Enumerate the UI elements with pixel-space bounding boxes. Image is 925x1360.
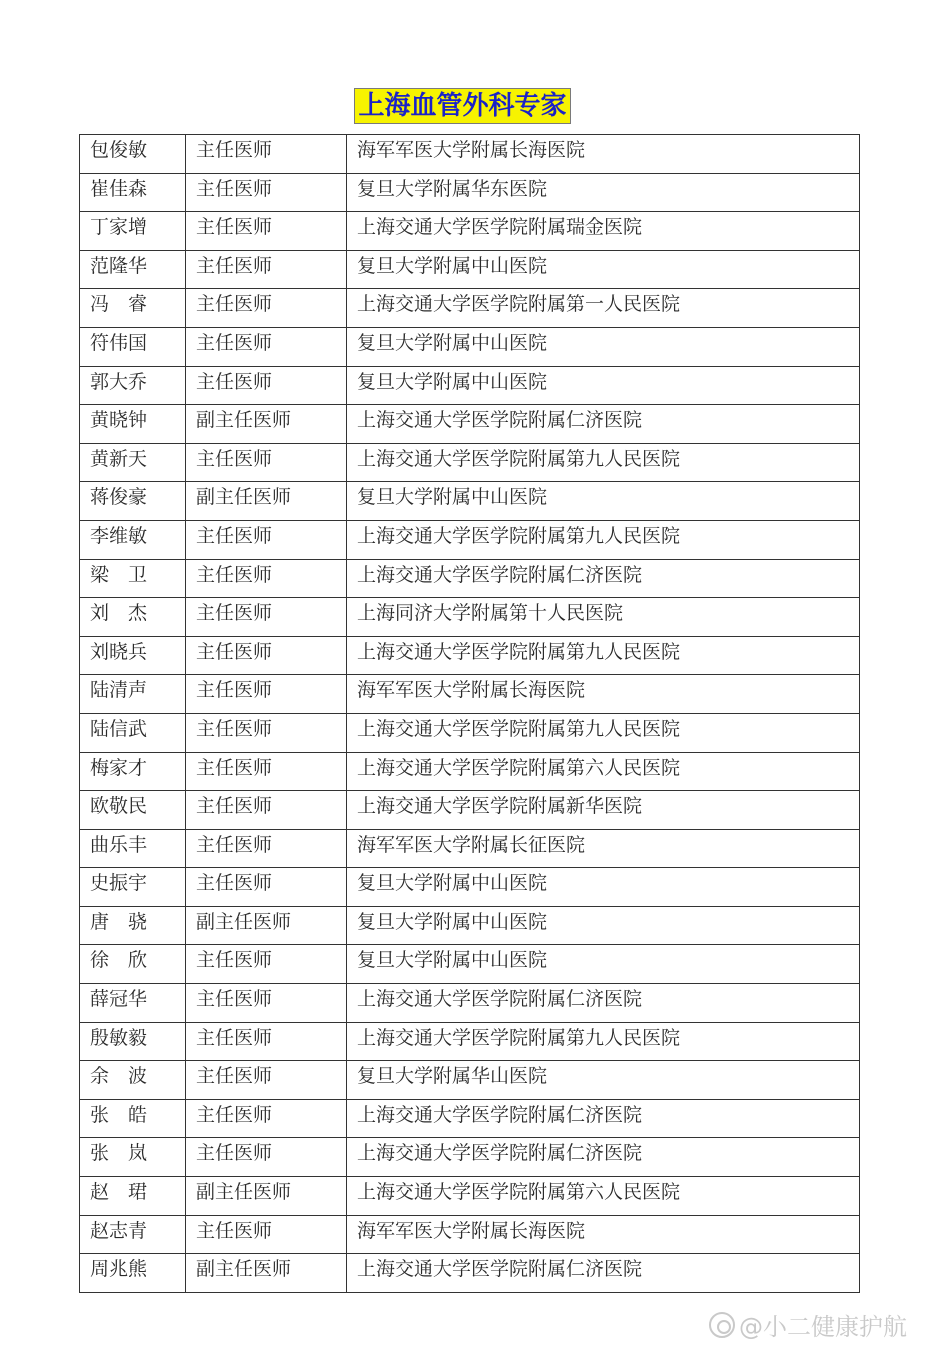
doctor-title-cell: 主任医师 xyxy=(186,1061,347,1100)
hospital-cell: 上海同济大学附属第十人民医院 xyxy=(347,598,860,637)
doctor-title-cell: 主任医师 xyxy=(186,1138,347,1177)
hospital-cell: 海军军医大学附属长海医院 xyxy=(347,135,860,174)
doctor-name-cell: 范隆华 xyxy=(80,250,186,289)
table-row xyxy=(80,520,860,559)
doctor-name-cell: 余 波 xyxy=(80,1061,186,1100)
doctor-title-cell: 主任医师 xyxy=(186,443,347,482)
table-row xyxy=(80,675,860,714)
table-row xyxy=(80,366,860,405)
doctor-title-cell: 副主任医师 xyxy=(186,482,347,521)
doctor-title-cell: 主任医师 xyxy=(186,829,347,868)
doctor-title-cell: 副主任医师 xyxy=(186,1177,347,1216)
hospital-cell: 上海交通大学医学院附属仁济医院 xyxy=(347,405,860,444)
doctor-name-cell: 黄新天 xyxy=(80,443,186,482)
hospital-cell: 上海交通大学医学院附属仁济医院 xyxy=(347,984,860,1023)
table-row xyxy=(80,1177,860,1216)
hospital-cell: 复旦大学附属中山医院 xyxy=(347,868,860,907)
table-row xyxy=(80,1138,860,1177)
table-row xyxy=(80,752,860,791)
hospital-cell: 复旦大学附属中山医院 xyxy=(347,482,860,521)
hospital-cell: 上海交通大学医学院附属第九人民医院 xyxy=(347,1022,860,1061)
table-row xyxy=(80,713,860,752)
hospital-cell: 复旦大学附属中山医院 xyxy=(347,366,860,405)
doctor-name-cell: 张 岚 xyxy=(80,1138,186,1177)
doctor-title-cell: 主任医师 xyxy=(186,212,347,251)
doctor-name-cell: 唐 骁 xyxy=(80,906,186,945)
doctor-name-cell: 陆信武 xyxy=(80,713,186,752)
hospital-cell: 复旦大学附属华东医院 xyxy=(347,173,860,212)
doctor-name-cell: 刘晓兵 xyxy=(80,636,186,675)
doctor-name-cell: 崔佳森 xyxy=(80,173,186,212)
table-row xyxy=(80,327,860,366)
doctor-name-cell: 薛冠华 xyxy=(80,984,186,1023)
hospital-cell: 海军军医大学附属长征医院 xyxy=(347,829,860,868)
doctor-name-cell: 殷敏毅 xyxy=(80,1022,186,1061)
table-row xyxy=(80,1099,860,1138)
table-row xyxy=(80,482,860,521)
table-row xyxy=(80,559,860,598)
experts-table-body xyxy=(80,135,860,1293)
doctor-title-cell: 主任医师 xyxy=(186,868,347,907)
watermark-text: @小二健康护航 xyxy=(739,1313,907,1341)
doctor-title-cell: 副主任医师 xyxy=(186,906,347,945)
table-row xyxy=(80,791,860,830)
doctor-title-cell: 副主任医师 xyxy=(186,1254,347,1293)
doctor-title-cell: 主任医师 xyxy=(186,250,347,289)
doctor-name-cell: 徐 欣 xyxy=(80,945,186,984)
doctor-name-cell: 梅家才 xyxy=(80,752,186,791)
doctor-title-cell: 主任医师 xyxy=(186,1215,347,1254)
watermark xyxy=(709,1307,907,1342)
doctor-name-cell: 赵 珺 xyxy=(80,1177,186,1216)
table-row xyxy=(80,829,860,868)
watermark-logo-icon xyxy=(709,1312,735,1338)
doctor-name-cell: 丁家增 xyxy=(80,212,186,251)
doctor-title-cell: 主任医师 xyxy=(186,984,347,1023)
table-row xyxy=(80,1254,860,1293)
doctor-title-cell: 主任医师 xyxy=(186,675,347,714)
hospital-cell: 上海交通大学医学院附属第六人民医院 xyxy=(347,1177,860,1216)
hospital-cell: 海军军医大学附属长海医院 xyxy=(347,1215,860,1254)
doctor-name-cell: 黄晓钟 xyxy=(80,405,186,444)
doctor-title-cell: 主任医师 xyxy=(186,289,347,328)
doctor-name-cell: 梁 卫 xyxy=(80,559,186,598)
table-row xyxy=(80,212,860,251)
hospital-cell: 上海交通大学医学院附属仁济医院 xyxy=(347,1254,860,1293)
doctor-title-cell: 主任医师 xyxy=(186,173,347,212)
doctor-title-cell: 主任医师 xyxy=(186,327,347,366)
doctor-name-cell: 史振宇 xyxy=(80,868,186,907)
doctor-title-cell: 主任医师 xyxy=(186,135,347,174)
hospital-cell: 上海交通大学医学院附属瑞金医院 xyxy=(347,212,860,251)
hospital-cell: 上海交通大学医学院附属第一人民医院 xyxy=(347,289,860,328)
hospital-cell: 复旦大学附属中山医院 xyxy=(347,327,860,366)
table-row xyxy=(80,636,860,675)
doctor-name-cell: 包俊敏 xyxy=(80,135,186,174)
doctor-name-cell: 曲乐丰 xyxy=(80,829,186,868)
doctor-name-cell: 陆清声 xyxy=(80,675,186,714)
table-row xyxy=(80,135,860,174)
hospital-cell: 上海交通大学医学院附属第九人民医院 xyxy=(347,443,860,482)
doctor-title-cell: 主任医师 xyxy=(186,1022,347,1061)
doctor-name-cell: 冯 睿 xyxy=(80,289,186,328)
doctor-title-cell: 主任医师 xyxy=(186,752,347,791)
doctor-name-cell: 郭大乔 xyxy=(80,366,186,405)
hospital-cell: 上海交通大学医学院附属新华医院 xyxy=(347,791,860,830)
experts-table xyxy=(79,134,860,1293)
doctor-title-cell: 主任医师 xyxy=(186,520,347,559)
doctor-title-cell: 主任医师 xyxy=(186,559,347,598)
table-row xyxy=(80,173,860,212)
hospital-cell: 上海交通大学医学院附属仁济医院 xyxy=(347,1099,860,1138)
doctor-name-cell: 蒋俊豪 xyxy=(80,482,186,521)
doctor-title-cell: 主任医师 xyxy=(186,1099,347,1138)
hospital-cell: 海军军医大学附属长海医院 xyxy=(347,675,860,714)
doctor-title-cell: 主任医师 xyxy=(186,366,347,405)
doctor-title-cell: 主任医师 xyxy=(186,636,347,675)
doctor-name-cell: 欧敬民 xyxy=(80,791,186,830)
hospital-cell: 上海交通大学医学院附属第九人民医院 xyxy=(347,520,860,559)
table-row xyxy=(80,868,860,907)
hospital-cell: 复旦大学附属中山医院 xyxy=(347,945,860,984)
hospital-cell: 上海交通大学医学院附属第九人民医院 xyxy=(347,636,860,675)
table-row xyxy=(80,1061,860,1100)
doctor-title-cell: 主任医师 xyxy=(186,791,347,830)
doctor-title-cell: 主任医师 xyxy=(186,945,347,984)
hospital-cell: 复旦大学附属中山医院 xyxy=(347,250,860,289)
hospital-cell: 复旦大学附属中山医院 xyxy=(347,906,860,945)
table-row xyxy=(80,250,860,289)
doctor-title-cell: 主任医师 xyxy=(186,598,347,637)
table-row xyxy=(80,405,860,444)
hospital-cell: 上海交通大学医学院附属第六人民医院 xyxy=(347,752,860,791)
doctor-title-cell: 副主任医师 xyxy=(186,405,347,444)
doctor-name-cell: 刘 杰 xyxy=(80,598,186,637)
doctor-name-cell: 李维敏 xyxy=(80,520,186,559)
table-row xyxy=(80,598,860,637)
page-title: 上海血管外科专家 xyxy=(354,88,570,124)
doctor-name-cell: 赵志青 xyxy=(80,1215,186,1254)
table-row xyxy=(80,1022,860,1061)
hospital-cell: 上海交通大学医学院附属仁济医院 xyxy=(347,559,860,598)
title-wrap xyxy=(0,88,925,124)
hospital-cell: 上海交通大学医学院附属仁济医院 xyxy=(347,1138,860,1177)
table-row xyxy=(80,945,860,984)
doctor-title-cell: 主任医师 xyxy=(186,713,347,752)
hospital-cell: 上海交通大学医学院附属第九人民医院 xyxy=(347,713,860,752)
table-row xyxy=(80,443,860,482)
table-row xyxy=(80,984,860,1023)
hospital-cell: 复旦大学附属华山医院 xyxy=(347,1061,860,1100)
table-row xyxy=(80,1215,860,1254)
table-row xyxy=(80,906,860,945)
doctor-name-cell: 符伟国 xyxy=(80,327,186,366)
doctor-name-cell: 张 皓 xyxy=(80,1099,186,1138)
table-row xyxy=(80,289,860,328)
doctor-name-cell: 周兆熊 xyxy=(80,1254,186,1293)
